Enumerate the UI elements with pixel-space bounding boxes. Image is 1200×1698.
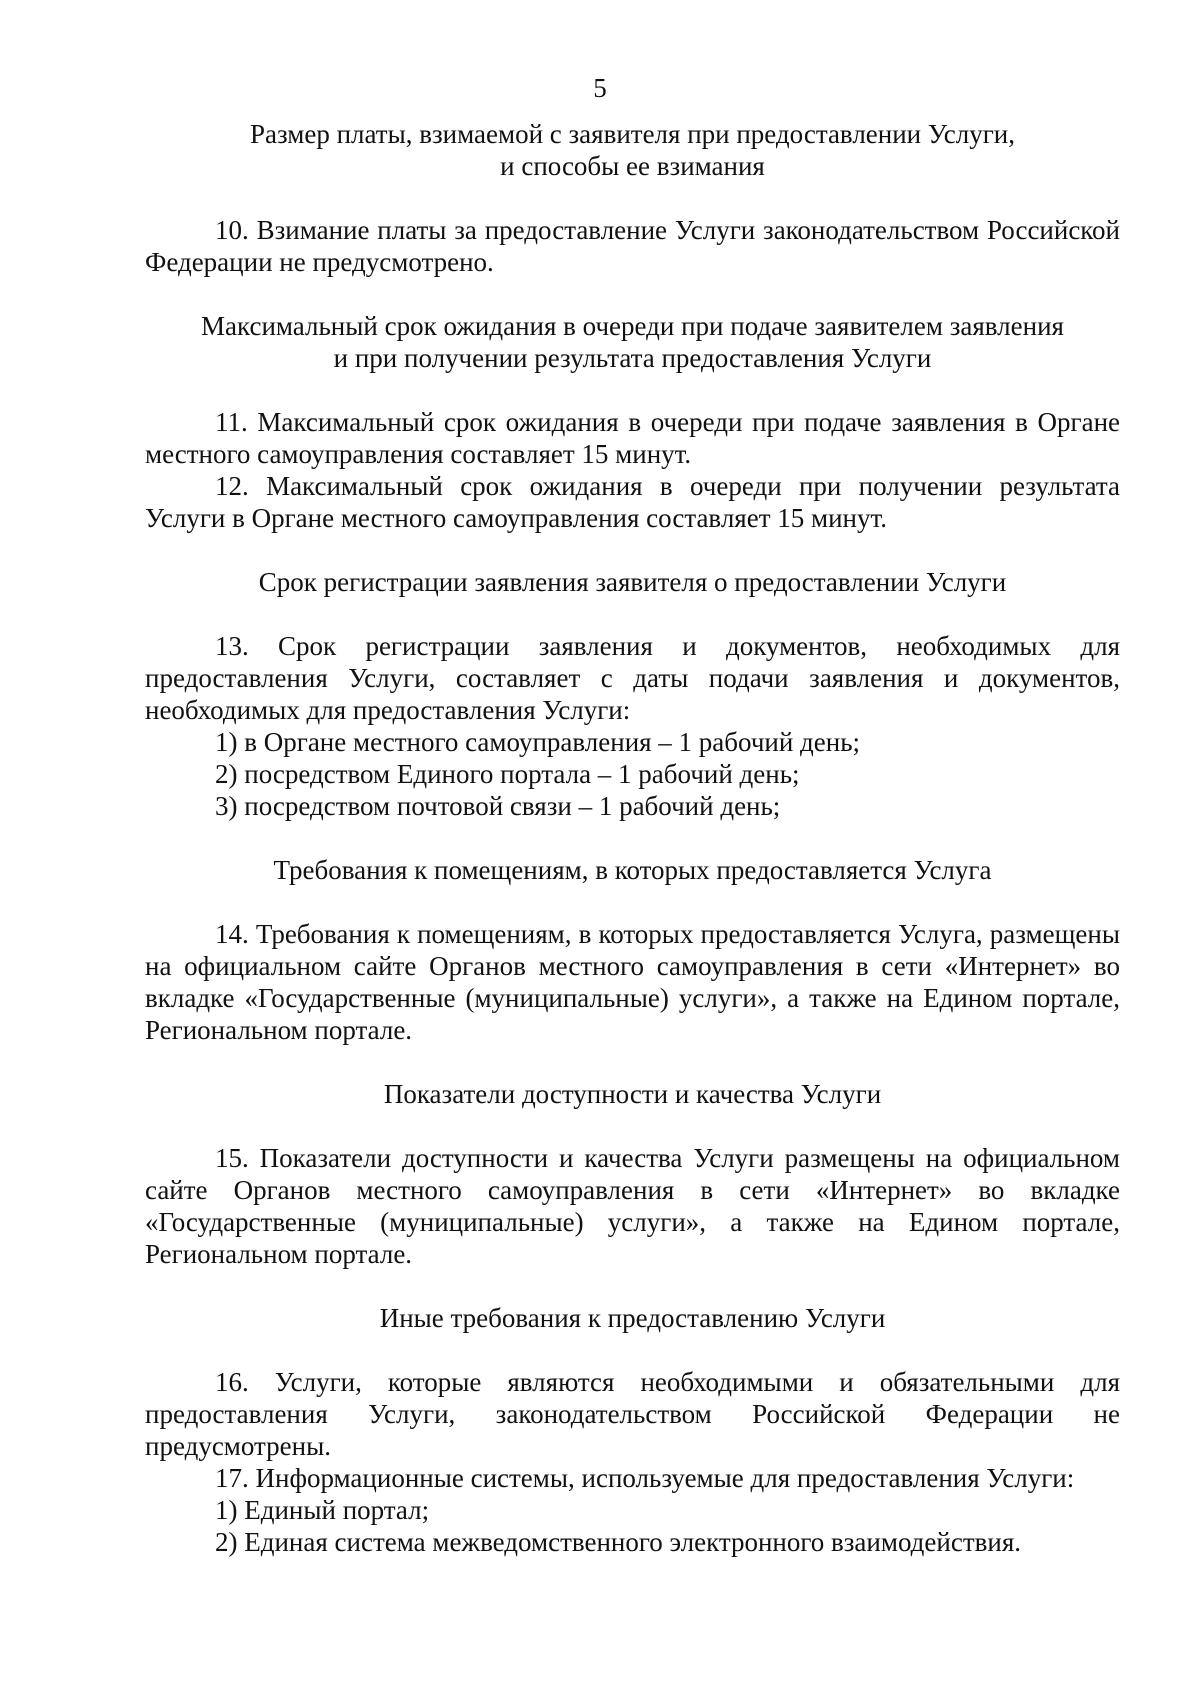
paragraph-12: 12. Максимальный срок ожидания в очереди при получении результата Услуги в Органе местного самоуправления составляет 15 минут. (145, 471, 1120, 533)
section-heading-queue-line-2: и при получении результата предоставления Услуги (333, 343, 932, 373)
paragraph-11: 11. Максимальный срок ожидания в очереди при подаче заявления в Органе местного самоуправления составляет 15 минут. (145, 407, 1120, 469)
list-item: 2) посредством Единого портала – 1 рабочий день; (215, 759, 800, 789)
paragraph-13: 13. Срок регистрации заявления и документов, необходимых для предоставления Услуги, составляет с даты подачи заявления и документов, необходимых для предоставления Услуги: (145, 631, 1120, 725)
paragraph-16: 16. Услуги, которые являются необходимыми и обязательными для предоставления Услуги, законодательством Российской Федерации не предусмотрены. (145, 1367, 1120, 1461)
section-heading-queue-line-1: Максимальный срок ожидания в очереди при подаче заявителем заявления (201, 311, 1064, 341)
section-heading-other: Иные требования к предоставлению Услуги (379, 1303, 886, 1333)
section-heading-fee-line-2: и способы ее взимания (500, 151, 765, 181)
list-item: 1) Единый портал; (215, 1495, 430, 1525)
list-item: 1) в Органе местного самоуправления – 1 рабочий день; (215, 727, 861, 757)
paragraph-14: 14. Требования к помещениям, в которых предоставляется Услуга, размещены на официальном сайте Органов местного самоуправления в сети «Интернет» во вкладке «Государственные (муниципальные) услуги», а также на Едином портале, Региональном портале. (145, 919, 1120, 1045)
list-item: 3) посредством почтовой связи – 1 рабочий день; (215, 791, 781, 821)
paragraph-15: 15. Показатели доступности и качества Услуги размещены на официальном сайте Органов местного самоуправления в сети «Интернет» во вкладке «Государственные (муниципальные) услуги», а также на Едином портале, Региональном портале. (145, 1143, 1120, 1269)
paragraph-17: 17. Информационные системы, используемые для предоставления Услуги: (215, 1463, 1075, 1493)
page-number: 5 (593, 73, 607, 103)
document-body (145, 118, 1120, 1558)
list-item: 2) Единая система межведомственного электронного взаимодействия. (215, 1527, 1021, 1557)
section-heading-premises: Требования к помещениям, в которых предоставляется Услуга (273, 855, 992, 885)
paragraph-10: 10. Взимание платы за предоставление Услуги законодательством Российской Федерации не предусмотрено. (145, 215, 1120, 277)
section-heading-registration: Срок регистрации заявления заявителя о предоставлении Услуги (258, 567, 1007, 597)
section-heading-quality: Показатели доступности и качества Услуги (383, 1079, 882, 1109)
section-heading-fee-line-1: Размер платы, взимаемой с заявителя при предоставлении Услуги, (250, 119, 1015, 149)
